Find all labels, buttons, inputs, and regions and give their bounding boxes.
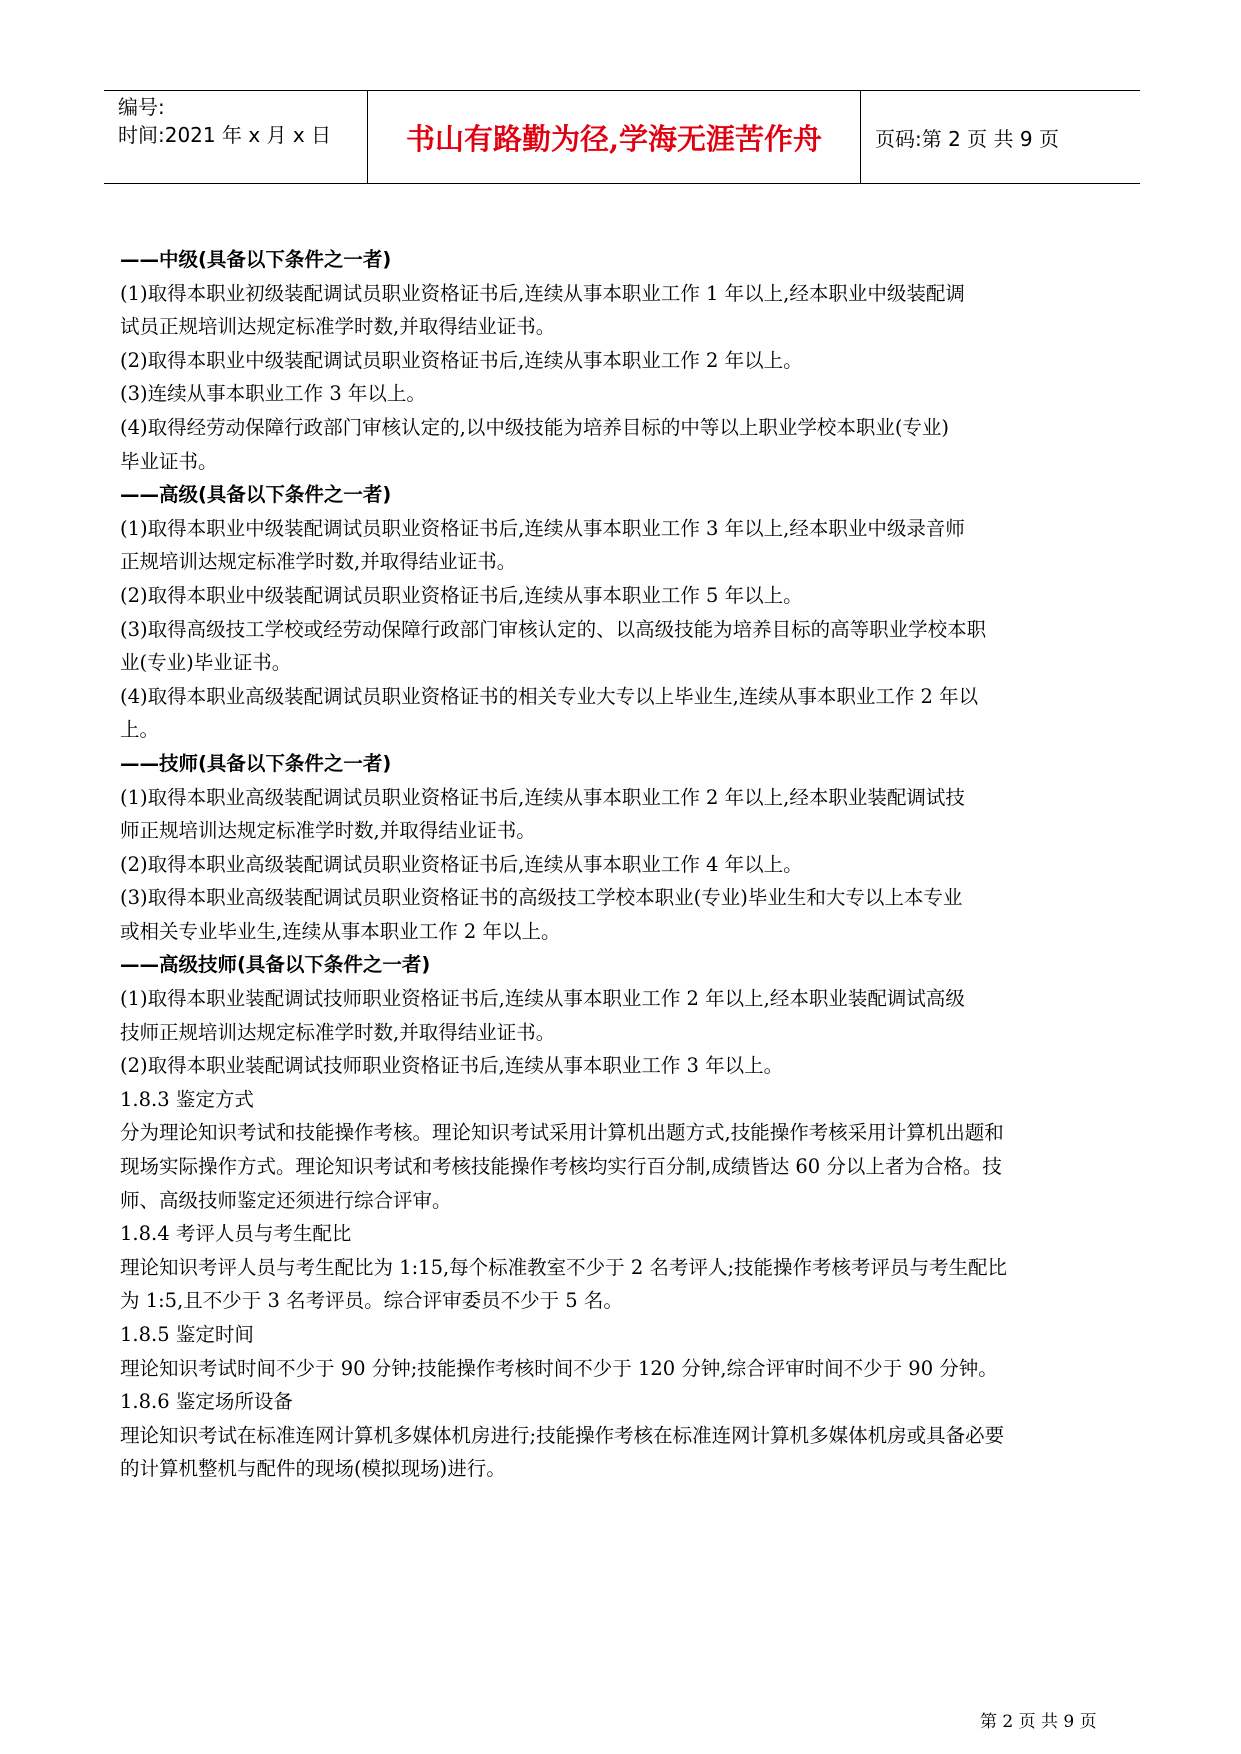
- page-header: [104, 90, 1140, 184]
- body-line: (3)取得高级技工学校或经劳动保障行政部门审核认定的、以高级技能为培养目标的高等职业学校本职: [120, 617, 987, 641]
- section-heading: ——高级技师(具备以下条件之一者): [120, 953, 431, 977]
- body-line: (4)取得本职业高级装配调试员职业资格证书的相关专业大专以上毕业生,连续从事本职业工作 2 年以: [120, 684, 979, 708]
- body-line: 1.8.4 考评人员与考生配比: [120, 1222, 352, 1246]
- body-line: (1)取得本职业中级装配调试员职业资格证书后,连续从事本职业工作 3 年以上,经本职业中级录音师: [120, 516, 965, 540]
- body-line: 或相关专业毕业生,连续从事本职业工作 2 年以上。: [120, 919, 561, 943]
- body-line: 1.8.5 鉴定时间: [120, 1323, 254, 1346]
- section-heading: ——中级(具备以下条件之一者): [120, 248, 392, 271]
- body-line: 现场实际操作方式。理论知识考试和考核技能操作考核均实行百分制,成绩皆达 60 分以上者为合格。技: [120, 1155, 1002, 1179]
- header-motto: 书山有路勤为径,学海无涯苦作舟: [368, 91, 861, 183]
- body-line: 理论知识考试在标准连网计算机多媒体机房进行;技能操作考核在标准连网计算机多媒体机房或具备必要: [120, 1423, 1005, 1447]
- body-line: 毕业证书。: [120, 449, 218, 473]
- body-line: 正规培训达规定标准学时数,并取得结业证书。: [120, 550, 517, 574]
- body-line: 技师正规培训达规定标准学时数,并取得结业证书。: [120, 1020, 556, 1044]
- body-line: 理论知识考评人员与考生配比为 1:15,每个标准教室不少于 2 名考评人;技能操作考核考评员与考生配比: [120, 1255, 1008, 1279]
- body-line: (1)取得本职业高级装配调试员职业资格证书后,连续从事本职业工作 2 年以上,经本职业装配调试技: [120, 785, 965, 809]
- body-line: 试员正规培训达规定标准学时数,并取得结业证书。: [120, 315, 556, 339]
- body-line: (3)取得本职业高级装配调试员职业资格证书的高级技工学校本职业(专业)毕业生和大专以上本专业: [120, 886, 963, 910]
- body-line: (2)取得本职业中级装配调试员职业资格证书后,连续从事本职业工作 5 年以上。: [120, 583, 803, 607]
- body-line: 师、高级技师鉴定还须进行综合评审。: [120, 1188, 452, 1212]
- section-heading: ——技师(具备以下条件之一者): [120, 751, 392, 775]
- document-number-label: 编号:: [118, 95, 165, 119]
- section-heading: ——高级(具备以下条件之一者): [120, 483, 392, 507]
- body-line: 师正规培训达规定标准学时数,并取得结业证书。: [120, 819, 536, 843]
- body-line: (3)连续从事本职业工作 3 年以上。: [120, 382, 426, 406]
- document-body: [120, 243, 1134, 1486]
- body-line: (2)取得本职业装配调试技师职业资格证书后,连续从事本职业工作 3 年以上。: [120, 1054, 784, 1078]
- body-line: 为 1:5,且不少于 3 名考评员。综合评审委员不少于 5 名。: [120, 1289, 623, 1313]
- header-info-cell: [104, 91, 368, 183]
- body-line: 的计算机整机与配件的现场(模拟现场)进行。: [120, 1457, 506, 1481]
- body-line: 1.8.3 鉴定方式: [120, 1087, 254, 1111]
- body-line: (2)取得本职业高级装配调试员职业资格证书后,连续从事本职业工作 4 年以上。: [120, 852, 803, 876]
- body-line: 业(专业)毕业证书。: [120, 651, 292, 675]
- header-page-number: 页码:第 2 页 共 9 页: [875, 126, 1059, 151]
- document-time-label: 时间:2021 年 x 月 x 日: [118, 123, 332, 147]
- body-line: 1.8.6 鉴定场所设备: [120, 1390, 293, 1414]
- body-line: (1)取得本职业装配调试技师职业资格证书后,连续从事本职业工作 2 年以上,经本职业装配调试高级: [120, 987, 965, 1011]
- body-line: 分为理论知识考试和技能操作考核。理论知识考试采用计算机出题方式,技能操作考核采用计算机出题和: [120, 1121, 1004, 1145]
- body-line: (2)取得本职业中级装配调试员职业资格证书后,连续从事本职业工作 2 年以上。: [120, 348, 803, 372]
- body-line: 上。: [120, 718, 160, 742]
- body-line: (4)取得经劳动保障行政部门审核认定的,以中级技能为培养目标的中等以上职业学校本职业(专业): [120, 415, 950, 439]
- body-line: (1)取得本职业初级装配调试员职业资格证书后,连续从事本职业工作 1 年以上,经本职业中级装配调: [120, 281, 965, 305]
- body-line: 理论知识考试时间不少于 90 分钟;技能操作考核时间不少于 120 分钟,综合评审时间不少于 90 分钟。: [120, 1356, 998, 1380]
- page-footer: 第 2 页 共 9 页: [980, 1712, 1097, 1732]
